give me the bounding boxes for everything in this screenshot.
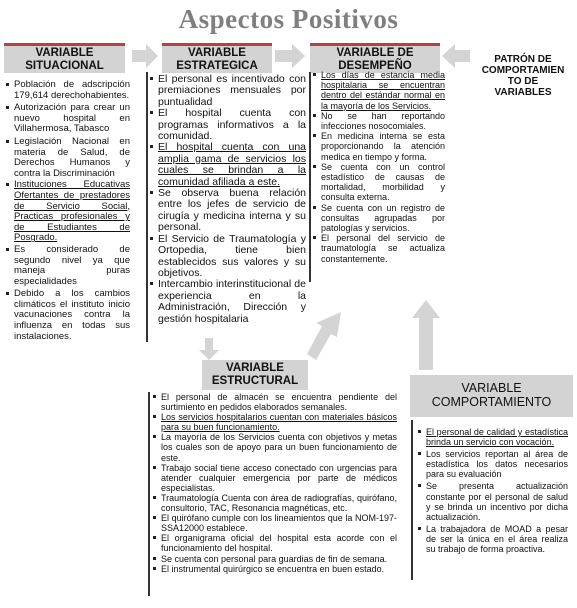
list-item: Traumatología Cuenta con área de radiografías, quirófano, consultorio, TAC, Resonancia magnéticas, etc. [153, 493, 397, 513]
header-variable-situacional: VARIABLE SITUACIONAL [4, 43, 125, 73]
arrow-down-to-estructural [199, 338, 219, 360]
list-estructural [153, 392, 397, 574]
arrow-patron-to-desempeno [442, 44, 470, 68]
header-variable-estrategica: VARIABLE ESTRATEGICA [162, 43, 272, 73]
list-item: El quirófano cumple con los lineamientos que la NOM-197-SSA12000 establece. [153, 513, 397, 533]
header-variable-estructural: VARIABLE ESTRUCTURAL [202, 360, 308, 390]
header-variable-desempeno: VARIABLE DE DESEMPEÑO [310, 43, 440, 73]
list-item: Instituciones Educativas Ofertantes de prestadores de Servicio Social, Practicas profesionales y de Estudiantes de Posgrado. [6, 180, 130, 244]
list-item: Población de adscripción 179,614 derechohabientes. [6, 80, 130, 101]
list-item: En medicina interna se esta proporcionando la atención medica en tiempo y forma. [313, 131, 445, 162]
list-item: Legislación Nacional en materia de Salud, de Derechos Humanos y contra la Discriminación [6, 137, 130, 179]
list-item: Trabajo social tiene acceso conectado con urgencias para atender cualquier emergencia por parte de médicos especialistas. [153, 463, 397, 493]
list-item: No se han reportando infecciones nosocomiales. [313, 111, 445, 131]
list-item: El instrumental quirúrgico se encuentra en buen estado. [153, 564, 397, 574]
list-item: Es considerado de segundo nivel ya que maneja puras especialidades [6, 245, 130, 287]
list-desempeno [313, 70, 445, 264]
list-estrategica [150, 74, 306, 325]
divider-desempeno [309, 72, 311, 282]
list-item: Los servicios hospitalarios cuentan con materiales básicos para su buen funcionamiento. [153, 412, 397, 432]
list-item: El personal de almacén se encuentra pendiente del surtimiento en pedidos elaborados semanales. [153, 392, 397, 412]
list-item: Autorización para crear un nuevo hospital en Villahermosa, Tabasco [6, 103, 130, 135]
list-item: Los servicios reportan al área de estadística los datos necesarios para su evaluación [418, 449, 568, 479]
list-item: El personal es incentivado con premiaciones mensuales por puntualidad [150, 74, 306, 108]
divider-comportamiento [411, 420, 413, 580]
divider-estructural [148, 392, 150, 596]
list-comportamiento [418, 427, 568, 554]
list-item: El hospital cuenta con programas informativos a la comunidad. [150, 108, 306, 142]
list-item: Se cuenta con un registro de consultas agrupadas por patologías y servicios. [313, 203, 445, 234]
list-item: Intercambio interinstitucional de experiencia en la Administración, Dirección y gestión hospitalaria [150, 279, 306, 325]
list-item: Se presenta actualización constante por el personal de salud y se brinda un incentivo por dicha actualización. [418, 481, 568, 521]
list-item: La mayoría de los Servicios cuenta con objetivos y metas los cuales son de apoyo para un buen funcionamiento de este. [153, 432, 397, 462]
list-item: El Servicio de Traumatología y Ortopedia, tiene bien establecidos sus valores y su objetivos. [150, 234, 306, 280]
list-item: El hospital cuenta con una amplia gama de servicios los cuales se brindan a la comunidad afiliada a este. [150, 142, 306, 188]
list-item: Se cuenta con un control estadístico de causas de mortalidad, morbilidad y consulta externa. [313, 162, 445, 203]
list-item: Se cuenta con personal para guardias de fin de semana. [153, 554, 397, 564]
list-item: El organigrama oficial del hospital esta acorde con el funcionamiento del hospital. [153, 533, 397, 553]
list-item: El personal del servicio de traumatología se actualiza constantemente. [313, 233, 445, 264]
header-variable-comportamiento: VARIABLE COMPORTAMIENTO [410, 375, 573, 417]
list-situacional [6, 80, 130, 342]
list-item: Los días de estancia media hospitalaria se encuentran dentro del estándar normal en la mayoría de los Servicios. [313, 70, 445, 111]
list-item: Se observa buena relación entre los jefes de servicio de cirugía y medicina interna y su personal. [150, 188, 306, 234]
arrow-estructural-to-desempeno [307, 312, 341, 360]
arrow-estrategica-to-desempeno [275, 44, 305, 68]
page-title: Aspectos Positivos [178, 4, 399, 34]
header-patron-comportamiento: PATRÓN DE COMPORTAMIEN TO DE VARIABLES [473, 46, 573, 106]
divider-estrategica [146, 72, 148, 342]
list-item: Debido a los cambios climáticos el instituto inicio vacunaciones contra la influenza en todas sus instalaciones. [6, 289, 130, 342]
list-item: El personal de calidad y estadística brinda un servicio con vocación. [418, 427, 568, 447]
arrow-comportamiento-to-desempeno [412, 300, 440, 370]
list-item: La trabajadora de MOAD a pesar de ser la única en el área realiza su trabajo de forma proactiva. [418, 524, 568, 554]
arrow-situacional-to-estrategica [132, 44, 158, 68]
